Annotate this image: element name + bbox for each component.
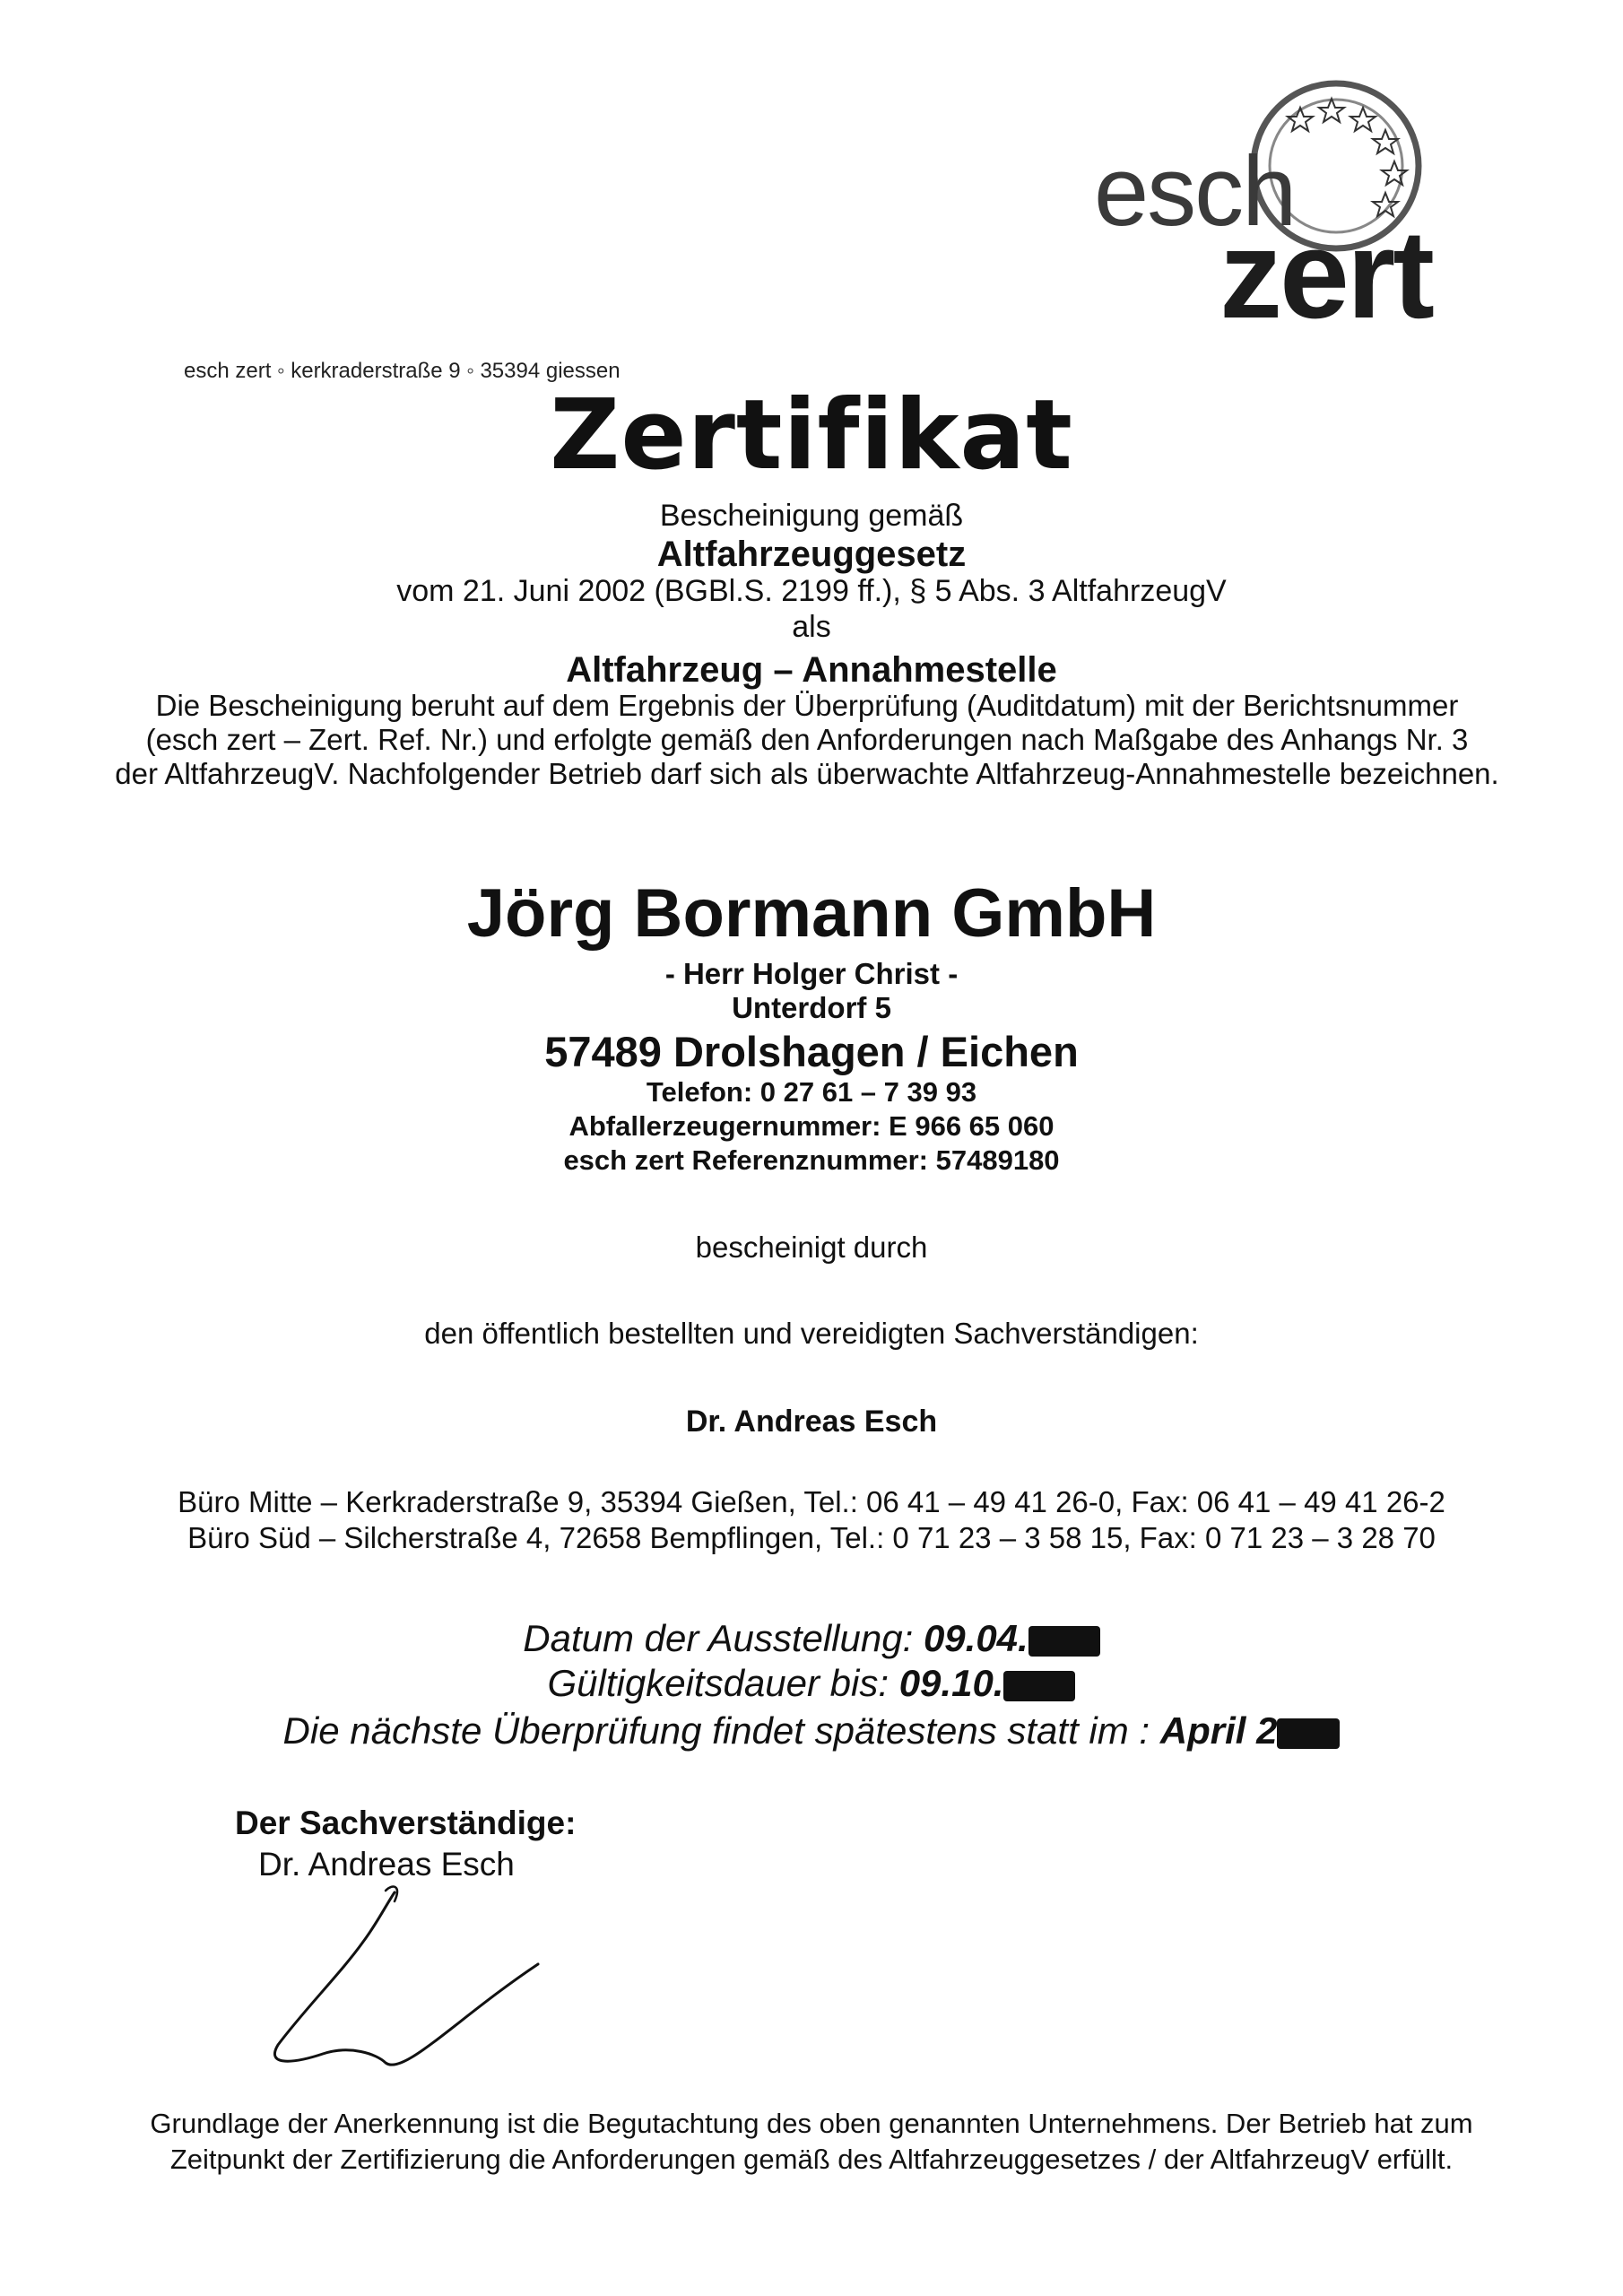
validity-date-line — [0, 1662, 1623, 1705]
issue-date-value: 09.04. — [923, 1617, 1028, 1659]
issue-date-label: Datum der Ausstellung: — [523, 1617, 914, 1659]
footer-line: Zeitpunkt der Zertifizierung die Anforderungen gemäß des Altfahrzeuggesetzes / der AltfahrzeugV erfüllt. — [169, 2144, 1454, 2175]
next-check-value: April 2 — [1159, 1709, 1278, 1752]
description-line: (esch zert – Zert. Ref. Nr.) und erfolgte gemäß den Anforderungen nach Maßgabe des Anhangs Nr. 3 — [145, 723, 1469, 756]
expert-intro: den öffentlich bestellten und vereidigten Sachverständigen: — [424, 1317, 1199, 1350]
issue-date-line — [0, 1617, 1623, 1660]
subtitle-line-1: Bescheinigung gemäß — [659, 499, 964, 533]
next-check-label: Die nächste Überprüfung findet spätestens statt im : — [282, 1709, 1150, 1752]
subtitle-law-name: Altfahrzeuggesetz — [656, 535, 967, 574]
office-mitte-address: Büro Mitte – Kerkraderstraße 9, 35394 Gießen, Tel.: 06 41 – 49 41 26-0, Fax: 06 41 – 49 41 26-2 — [178, 1485, 1445, 1518]
redaction-mark — [1028, 1626, 1100, 1657]
next-check-line — [0, 1709, 1623, 1752]
signature-printed-name: Dr. Andreas Esch — [258, 1846, 515, 1883]
office-sued-address: Büro Süd – Silcherstraße 4, 72658 Bempflingen, Tel.: 0 71 23 – 3 58 15, Fax: 0 71 23 – 3 28 70 — [187, 1521, 1436, 1554]
footer-note — [54, 2106, 1569, 2178]
validity-date-label: Gültigkeitsdauer bis: — [547, 1662, 890, 1704]
description-paragraph — [90, 689, 1524, 791]
certificate-title: Zertifikat — [550, 379, 1073, 491]
company-reference-number: esch zert Referenznummer: 57489180 — [563, 1144, 1060, 1176]
logo-text-zert: zert — [1219, 204, 1432, 344]
footer-line: Grundlage der Anerkennung ist die Begutachtung des oben genannten Unternehmens. Der Betrieb hat zum — [150, 2108, 1473, 2139]
signature-title: Der Sachverständige: — [235, 1805, 577, 1841]
description-line: Die Bescheinigung beruht auf dem Ergebnis der Überprüfung (Auditdatum) mit der Berichtsnummer — [155, 689, 1459, 722]
subtitle-als: als — [792, 610, 831, 644]
company-contact-person: - Herr Holger Christ - — [664, 957, 959, 990]
subtitle-facility-type: Altfahrzeug – Annahmestelle — [566, 650, 1057, 690]
redaction-mark — [1003, 1671, 1075, 1701]
subtitle-law-reference: vom 21. Juni 2002 (BGBl.S. 2199 ff.), § 5 Abs. 3 AltfahrzeugV — [396, 574, 1227, 608]
validity-date-value: 09.10. — [898, 1662, 1004, 1704]
company-city: 57489 Drolshagen / Eichen — [544, 1028, 1079, 1075]
company-street: Unterdorf 5 — [732, 991, 891, 1024]
company-name: Jörg Bormann GmbH — [466, 875, 1157, 952]
certified-by-label: bescheinigt durch — [695, 1231, 928, 1264]
company-waste-producer-number: Abfallerzeugernummer: E 966 65 060 — [568, 1110, 1055, 1142]
signature-stroke-icon — [251, 1874, 574, 2081]
expert-name: Dr. Andreas Esch — [685, 1405, 938, 1439]
handwritten-signature — [251, 1874, 574, 2085]
esch-zert-logo — [1076, 72, 1488, 344]
redaction-mark — [1277, 1718, 1340, 1749]
description-line: der AltfahrzeugV. Nachfolgender Betrieb darf sich als überwachte Altfahrzeug-Annahmestelle bezeichnen. — [115, 757, 1499, 790]
logo-text-esch: esch — [1094, 136, 1296, 247]
company-phone: Telefon: 0 27 61 – 7 39 93 — [646, 1076, 977, 1108]
sender-address-line: esch zert ◦ kerkraderstraße 9 ◦ 35394 giessen — [184, 359, 621, 383]
